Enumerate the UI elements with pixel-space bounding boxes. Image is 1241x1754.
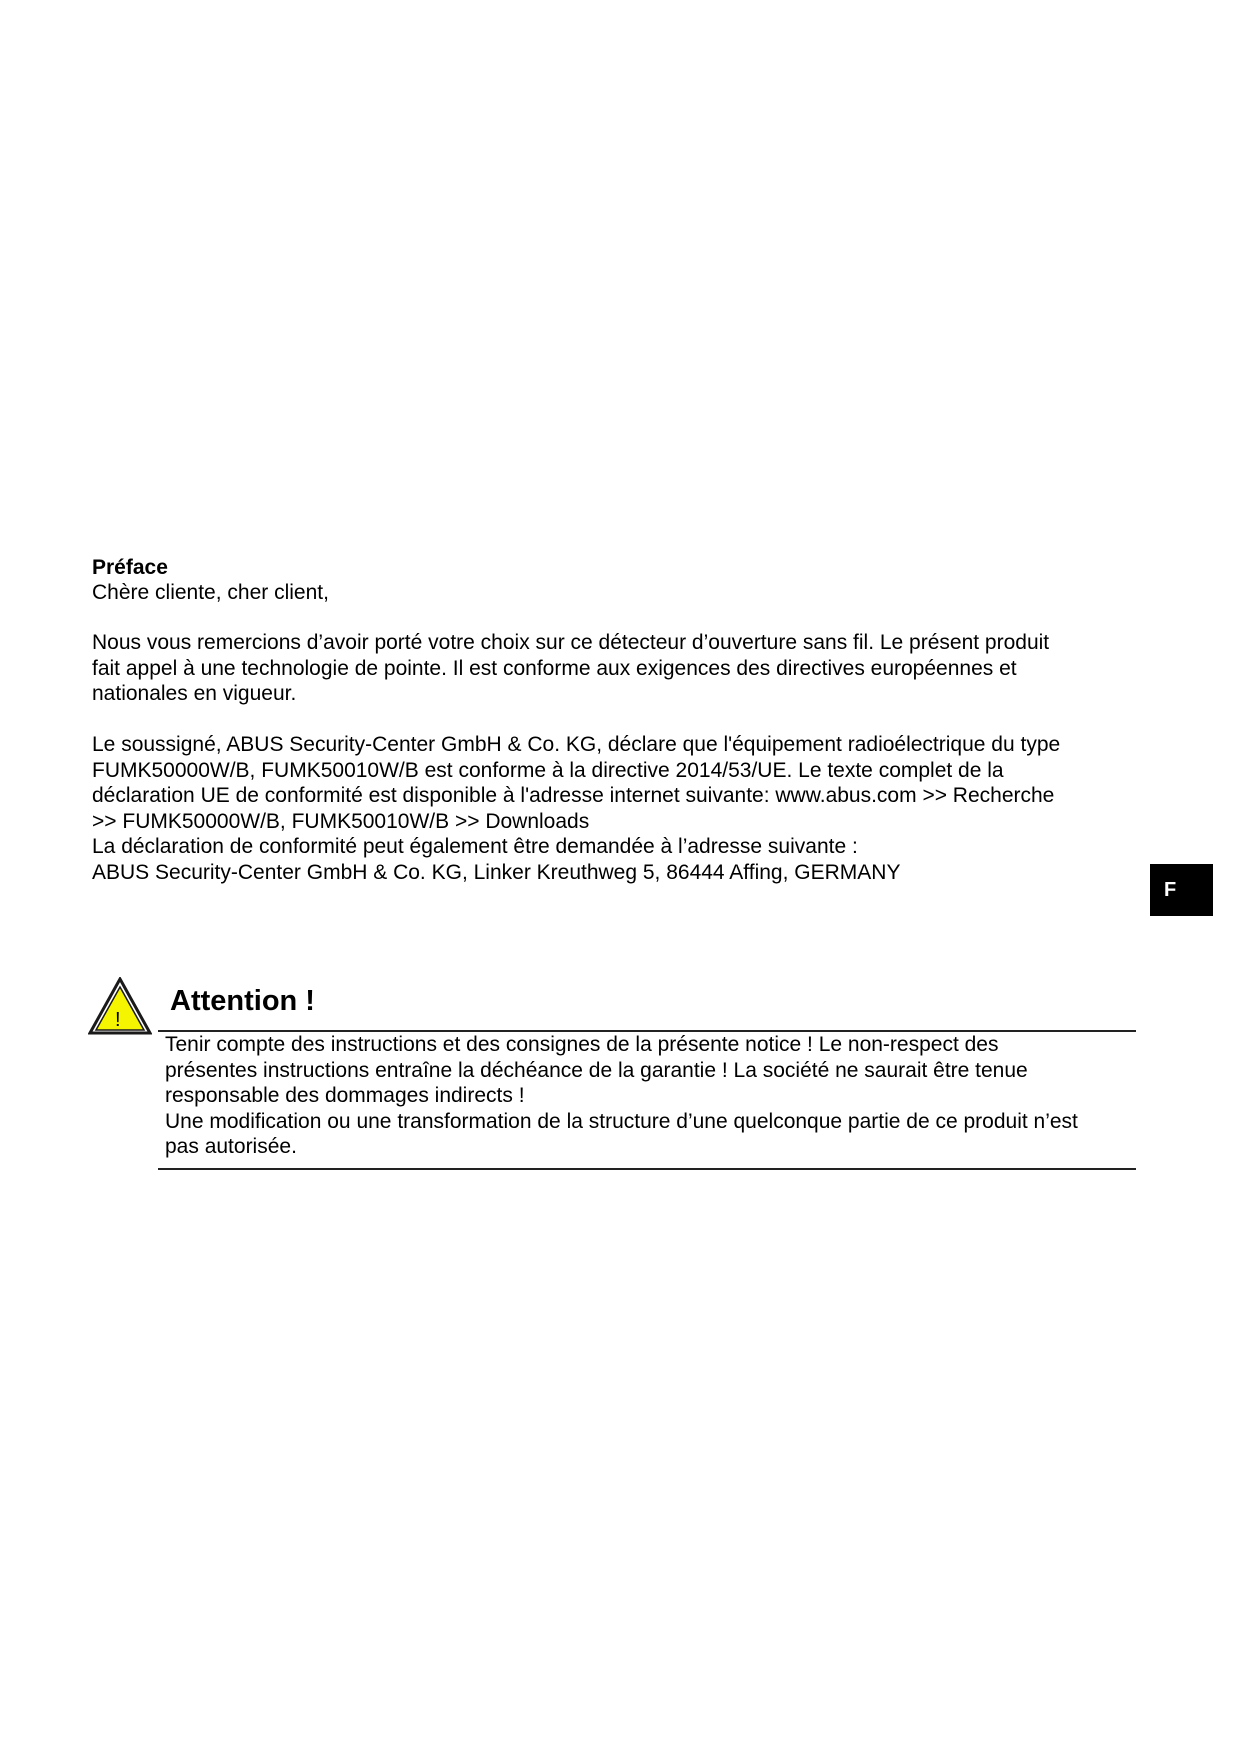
warning-line: responsable des dommages indirects !	[165, 1084, 525, 1107]
warning-line: Tenir compte des instructions et des consignes de la présente notice ! Le non-respect des	[165, 1033, 999, 1056]
intro-line: fait appel à une technologie de pointe. Il est conforme aux exigences des directives européennes et	[92, 656, 1017, 680]
warning-title: Attention !	[170, 985, 315, 1017]
intro-paragraph	[92, 630, 1049, 707]
declaration-line: Le soussigné, ABUS Security-Center GmbH & Co. KG, déclare que l'équipement radioélectrique du type	[92, 733, 1061, 756]
warning-line: présentes instructions entraîne la déchéance de la garantie ! La société ne saurait être tenue	[165, 1058, 1028, 1082]
warning-line: Une modification ou une transformation de la structure d’une quelconque partie de ce produit n’est	[165, 1109, 1078, 1133]
intro-line: nationales en vigueur.	[92, 682, 297, 705]
warning-triangle-icon	[88, 977, 152, 1035]
declaration-line: FUMK50000W/B, FUMK50010W/B est conforme à la directive 2014/53/UE. Le texte complet de la	[92, 758, 1004, 782]
language-tab: F	[1150, 864, 1213, 916]
warning-bottom-rule	[158, 1168, 1136, 1170]
declaration-line: La déclaration de conformité peut également être demandée à l’adresse suivante :	[92, 835, 858, 858]
intro-line: Nous vous remercions d’avoir porté votre choix sur ce détecteur d’ouverture sans fil. Le présent produit	[92, 631, 1050, 654]
salutation	[92, 580, 329, 606]
declaration-paragraph	[92, 732, 1060, 885]
declaration-line: ABUS Security-Center GmbH & Co. KG, Linker Kreuthweg 5, 86444 Affing, GERMANY	[92, 860, 901, 884]
preface-heading: Préface	[92, 556, 168, 579]
warning-line: pas autorisée.	[165, 1135, 297, 1158]
warning-symbol: !	[115, 1009, 121, 1031]
warning-text	[165, 1032, 1078, 1160]
declaration-line: >> FUMK50000W/B, FUMK50010W/B >> Downloads	[92, 809, 590, 833]
declaration-line: déclaration UE de conformité est disponible à l'adresse internet suivante: www.abus.com >> Recherche	[92, 784, 1055, 807]
salutation-text: Chère cliente, cher client,	[92, 581, 329, 604]
